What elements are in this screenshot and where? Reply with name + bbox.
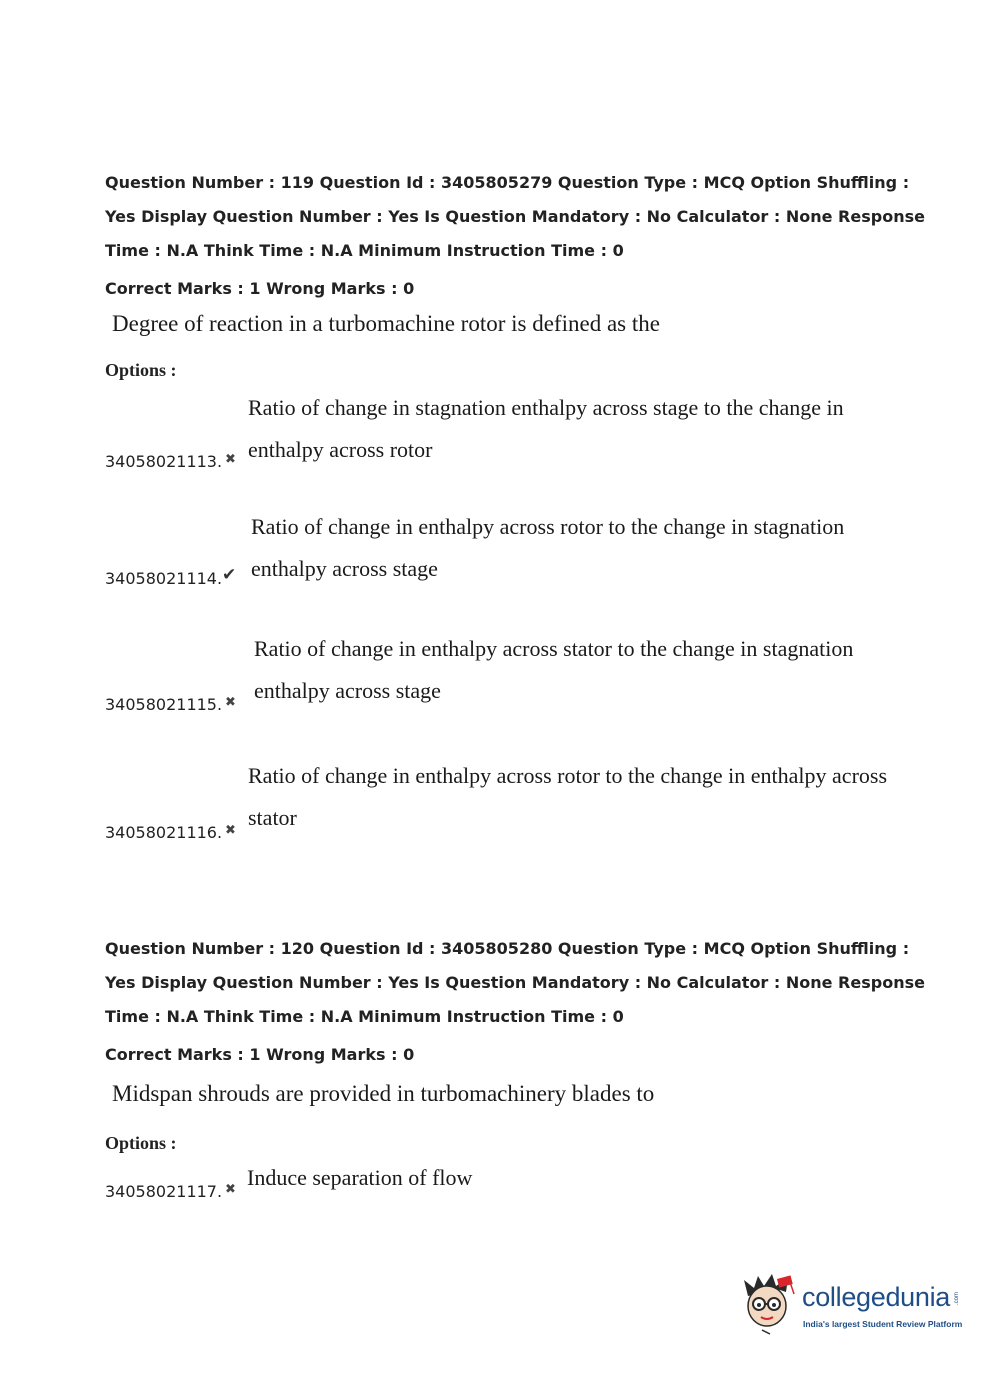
option-id: 34058021115. bbox=[105, 695, 223, 714]
option-text: Ratio of change in enthalpy across rotor to the change in enthalpy across stator bbox=[248, 763, 888, 830]
collegedunia-logo bbox=[740, 1272, 970, 1342]
logo-com: .com bbox=[954, 1292, 960, 1306]
cross-icon: ✖ bbox=[225, 452, 236, 467]
question-119-meta: Question Number : 119 Question Id : 3405805279 Question Type : MCQ Option Shuffling : Yes Display Question Number : Yes Is Question Mandatory : No Calculator : None Response Time : N.A Think Time : N.A Minimum Instruction Time : 0 bbox=[105, 173, 925, 260]
cross-icon: ✖ bbox=[225, 823, 236, 838]
option-id: 34058021114. bbox=[105, 569, 223, 588]
option-id: 34058021113. bbox=[105, 452, 223, 471]
mascot-icon bbox=[740, 1272, 802, 1338]
option-text: Ratio of change in enthalpy across stator to the change in stagnation enthalpy across stage bbox=[254, 636, 854, 703]
option-id: 34058021117. bbox=[105, 1182, 223, 1201]
option-text: Induce separation of flow bbox=[247, 1165, 473, 1190]
question-120-options-label: Options : bbox=[105, 1133, 177, 1153]
option-text: Ratio of change in stagnation enthalpy across stage to the change in enthalpy across rotor bbox=[248, 395, 844, 462]
logo-name: collegedunia bbox=[802, 1282, 951, 1312]
cross-icon: ✖ bbox=[225, 695, 236, 710]
logo-tagline: India's largest Student Review Platform bbox=[803, 1319, 963, 1329]
cross-icon: ✖ bbox=[225, 1182, 236, 1197]
question-119-text: Degree of reaction in a turbomachine rotor is defined as the bbox=[112, 311, 660, 336]
option-text: Ratio of change in enthalpy across rotor to the change in stagnation enthalpy across stage bbox=[251, 514, 845, 581]
question-120-meta: Question Number : 120 Question Id : 3405805280 Question Type : MCQ Option Shuffling : Yes Display Question Number : Yes Is Question Mandatory : No Calculator : None Response Time : N.A Think Time : N.A Minimum Instruction Time : 0 bbox=[105, 939, 925, 1026]
question-120-marks: Correct Marks : 1 Wrong Marks : 0 bbox=[105, 1045, 415, 1064]
question-120-text: Midspan shrouds are provided in turbomachinery blades to bbox=[112, 1081, 655, 1106]
option-id: 34058021116. bbox=[105, 823, 223, 842]
check-icon: ✔ bbox=[222, 565, 237, 585]
question-119-marks: Correct Marks : 1 Wrong Marks : 0 bbox=[105, 279, 415, 298]
question-119-options-label: Options : bbox=[105, 360, 177, 380]
